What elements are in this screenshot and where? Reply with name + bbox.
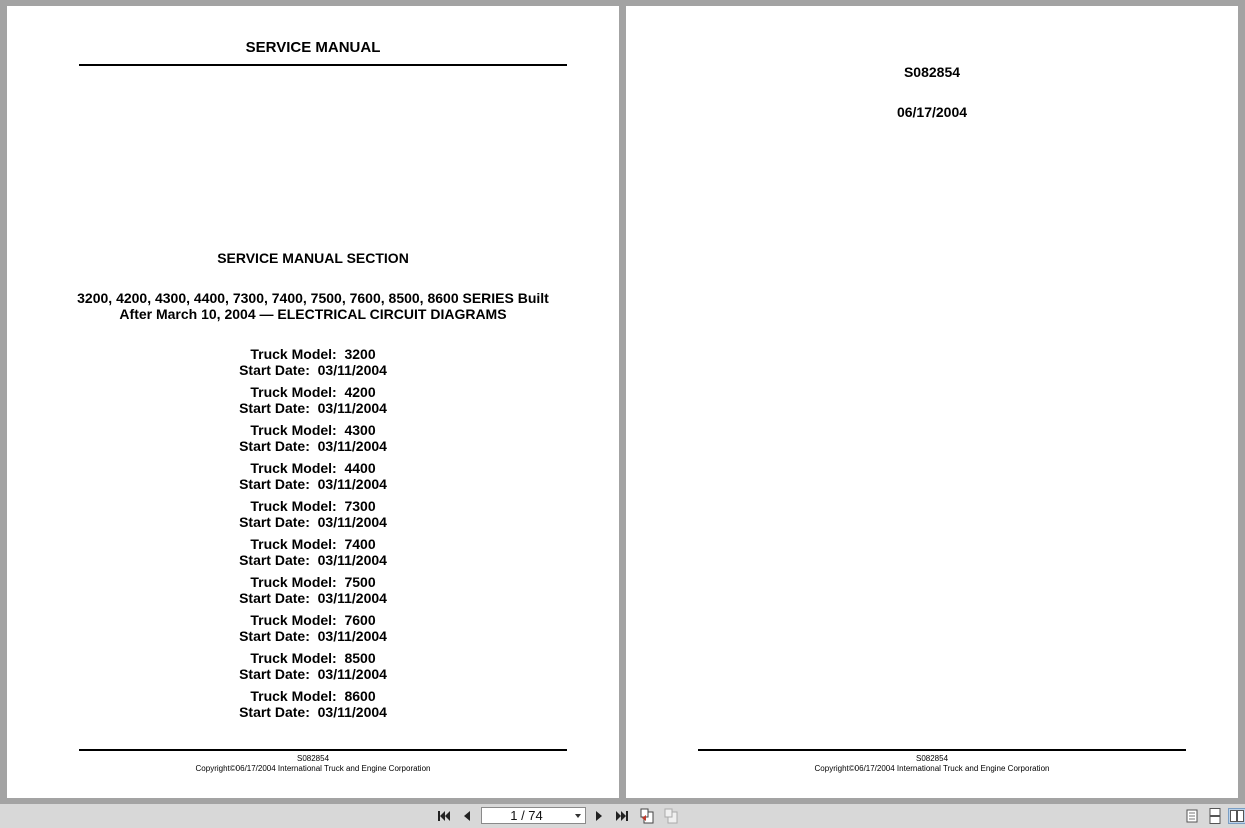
section-title: SERVICE MANUAL SECTION [217, 250, 409, 266]
series-line-1: 3200, 4200, 4300, 4400, 7300, 7400, 7500, 7600, 8500, 8600 SERIES Built [77, 290, 549, 306]
model-entry [7, 688, 619, 726]
right-page [626, 6, 1238, 798]
start-date: Start Date: 03/11/2004 [239, 362, 387, 378]
previous-page-button[interactable] [458, 808, 476, 824]
start-date: Start Date: 03/11/2004 [239, 400, 387, 416]
truck-model: Truck Model: 4400 [250, 460, 376, 476]
go-back-button[interactable] [638, 808, 656, 824]
truck-model: Truck Model: 4200 [250, 384, 376, 400]
start-date: Start Date: 03/11/2004 [239, 438, 387, 454]
facing-pages-view-button[interactable] [1228, 808, 1245, 824]
model-entry [7, 612, 619, 650]
series-title [47, 290, 579, 322]
truck-model: Truck Model: 7600 [250, 612, 376, 628]
model-entry [7, 650, 619, 688]
start-date: Start Date: 03/11/2004 [239, 514, 387, 530]
document-date: 06/17/2004 [896, 104, 968, 120]
footer-doc-number: S082854 [915, 754, 949, 763]
footer-copyright: Copyright©06/17/2004 International Truck and Engine Corporation [814, 764, 1050, 773]
header-rule [79, 64, 567, 66]
model-entry [7, 384, 619, 422]
start-date: Start Date: 03/11/2004 [239, 704, 387, 720]
continuous-view-button[interactable] [1206, 808, 1224, 824]
go-forward-button[interactable] [662, 808, 680, 824]
facing-pages-view-icon [1230, 810, 1244, 822]
manual-title: SERVICE MANUAL [245, 39, 381, 56]
truck-model: Truck Model: 3200 [250, 346, 376, 362]
go-back-icon [639, 808, 655, 824]
footer-rule [79, 749, 567, 751]
next-page-icon [594, 810, 604, 822]
truck-model: Truck Model: 7500 [250, 574, 376, 590]
truck-model: Truck Model: 7400 [250, 536, 376, 552]
viewer-toolbar [0, 804, 1245, 828]
document-number: S082854 [903, 64, 961, 80]
footer-copyright: Copyright©06/17/2004 International Truck and Engine Corporation [195, 764, 431, 773]
last-page-icon [615, 810, 629, 822]
continuous-view-icon [1209, 808, 1221, 824]
model-entry [7, 346, 619, 384]
start-date: Start Date: 03/11/2004 [239, 666, 387, 682]
left-page [7, 6, 619, 798]
page-indicator: 1 / 74 [510, 808, 543, 823]
first-page-icon [437, 810, 451, 822]
page-footer [7, 754, 619, 774]
model-entry [7, 422, 619, 460]
next-page-button[interactable] [590, 808, 608, 824]
truck-model: Truck Model: 7300 [250, 498, 376, 514]
start-date: Start Date: 03/11/2004 [239, 552, 387, 568]
truck-model-list [7, 346, 619, 726]
chevron-down-icon [575, 814, 581, 818]
start-date: Start Date: 03/11/2004 [239, 628, 387, 644]
series-line-2: After March 10, 2004 — ELECTRICAL CIRCUIT DIAGRAMS [119, 306, 507, 322]
go-forward-icon [663, 808, 679, 824]
single-page-view-button[interactable] [1183, 808, 1201, 824]
truck-model: Truck Model: 4300 [250, 422, 376, 438]
truck-model: Truck Model: 8500 [250, 650, 376, 666]
page-number-select[interactable] [481, 807, 586, 824]
model-entry [7, 498, 619, 536]
start-date: Start Date: 03/11/2004 [239, 476, 387, 492]
start-date: Start Date: 03/11/2004 [239, 590, 387, 606]
model-entry [7, 574, 619, 612]
model-entry [7, 536, 619, 574]
previous-page-icon [462, 810, 472, 822]
page-footer [626, 754, 1238, 774]
truck-model: Truck Model: 8600 [250, 688, 376, 704]
model-entry [7, 460, 619, 498]
last-page-button[interactable] [613, 808, 631, 824]
single-page-view-icon [1186, 809, 1198, 823]
first-page-button[interactable] [435, 808, 453, 824]
footer-doc-number: S082854 [296, 754, 330, 763]
footer-rule [698, 749, 1186, 751]
